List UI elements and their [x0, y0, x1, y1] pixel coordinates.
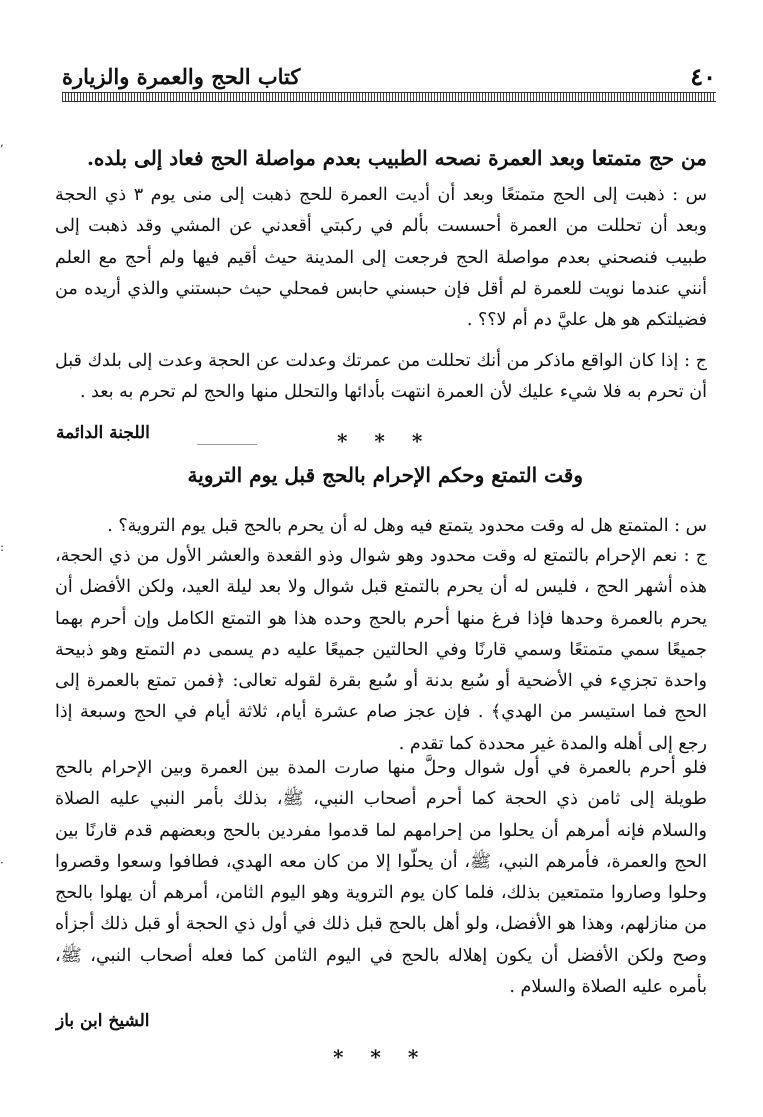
section-title-2: وقت التمتع وحكم الإحرام بالحج قبل يوم التروية	[187, 463, 583, 487]
section-separator-1: * * *	[337, 429, 433, 453]
margin-mark: :	[0, 540, 5, 554]
answer-2: ج : نعم الإحرام بالتمتع له وقت محدود وهو شوال وذو القعدة والعشر الأول من ذي الحجة، هذه أشهر الحج ، فليس له أن يحرم بالتمتع قبل شوال ولا بعد ليلة العيد، ولكن الأفضل أن يحرم بالعمرة وحدها فإذا فرغ منها أحرم بالحج وحده هذا هو التمتع الكامل وإن أحرم بهما جميعًا سمي متمتعًا وسمي قارنًا وفي الحالتين جميعًا عليه دم يسمى دم التمتع وهو ذبيحة واحدة تجزيء في الأضحية أو سُبع بدنة أو سُبع بقرة لقوله تعالى: ﴿فمن تمتع بالعمرة إلى الحج فما استيسر من الهدي﴾ . فإن عجز صام عشرة أيام، ثلاثة أيام في الحج وسبعة إذا رجع إلى أهله والمدة غير محددة كما تقدم .	[55, 546, 707, 754]
margin-mark: ·	[0, 856, 4, 870]
section-separator-2: * * *	[333, 1045, 429, 1069]
signature-2: الشيخ ابن باز	[56, 1011, 150, 1031]
header-divider	[62, 92, 716, 102]
answer-1: ج : إذا كان الواقع ماذكر من أنك تحللت من عمرتك وعدلت عن الحجة وعدت إلى بلدك قبل أن تحرم به فلا شيء عليك لأن العمرة انتهت بأدائها والتحلل منها والحج لم تحرم به بعد .	[55, 351, 707, 403]
answer-2-continued: فلو أحرم بالعمرة في أول شوال وحلَّ منها صارت المدة بين العمرة وبين الإحرام بالحج طويلة إلى ثامن ذي الحجة كما أحرم أصحاب النبي، ﷺ، بذلك بأمر النبي عليه الصلاة والسلام فإنه أمرهم أن يحلوا من إحرامهم لما قدموا مفردين بالحج وبعضهم قدم قارنًا بين الحج والعمرة، فأمرهم النبي، ﷺ، أن يحلّوا إلا من كان معه الهدي، فطافوا وسعوا وقصروا وحلوا وصاروا متمتعين بذلك، فلما كان يوم التروية وهو اليوم الثامن، أمرهم أن يهلوا بالحج من منازلهم، وهذا هو الأفضل، ولو أهل بالحج قبل ذلك في أول ذي الحجة أو قبل ذلك أجزأه وصح ولكن الأفضل أن يكون إهلاله بالحج في اليوم الثامن كما فعله أصحاب النبي، ﷺ، بأمره عليه الصلاة والسلام .	[55, 758, 707, 998]
question-1: س : ذهبت إلى الحج متمتعًا وبعد أن أديت العمرة للحج ذهبت إلى منى يوم ٣ ذي الحجة وبعد أن تحللت من العمرة أحسست بألم في ركبتي أقعدني عن المشي وقد ذهبت إلى طبيب فنصحني بعدم مواصلة الحج فرجعت إلى المدينة حيث أقيم فيها ولم أحج مع العلم أنني عندما نويت للعمرة لم أقل فإن حبسني حابس فمحلي حيث حبستني والذي أريده من فضيلتكم هو هل عليَّ دم أم لا؟؟ .	[55, 185, 707, 331]
section-title-1: من حج متمتعا وبعد العمرة نصحه الطبيب بعدم مواصلة الحج فعاد إلى بلده.	[86, 146, 707, 170]
question-2: س : المتمتع هل له وقت محدود يتمتع فيه وهل له أن يحرم بالحج قبل يوم التروية؟ .	[107, 516, 707, 536]
signature-1: اللجنة الدائمة	[56, 423, 150, 443]
book-title: كتاب الحج والعمرة والزيارة	[62, 64, 301, 89]
margin-mark: ,	[0, 135, 4, 149]
page-number: ٤٠	[690, 62, 716, 91]
divider-dash	[197, 444, 257, 445]
